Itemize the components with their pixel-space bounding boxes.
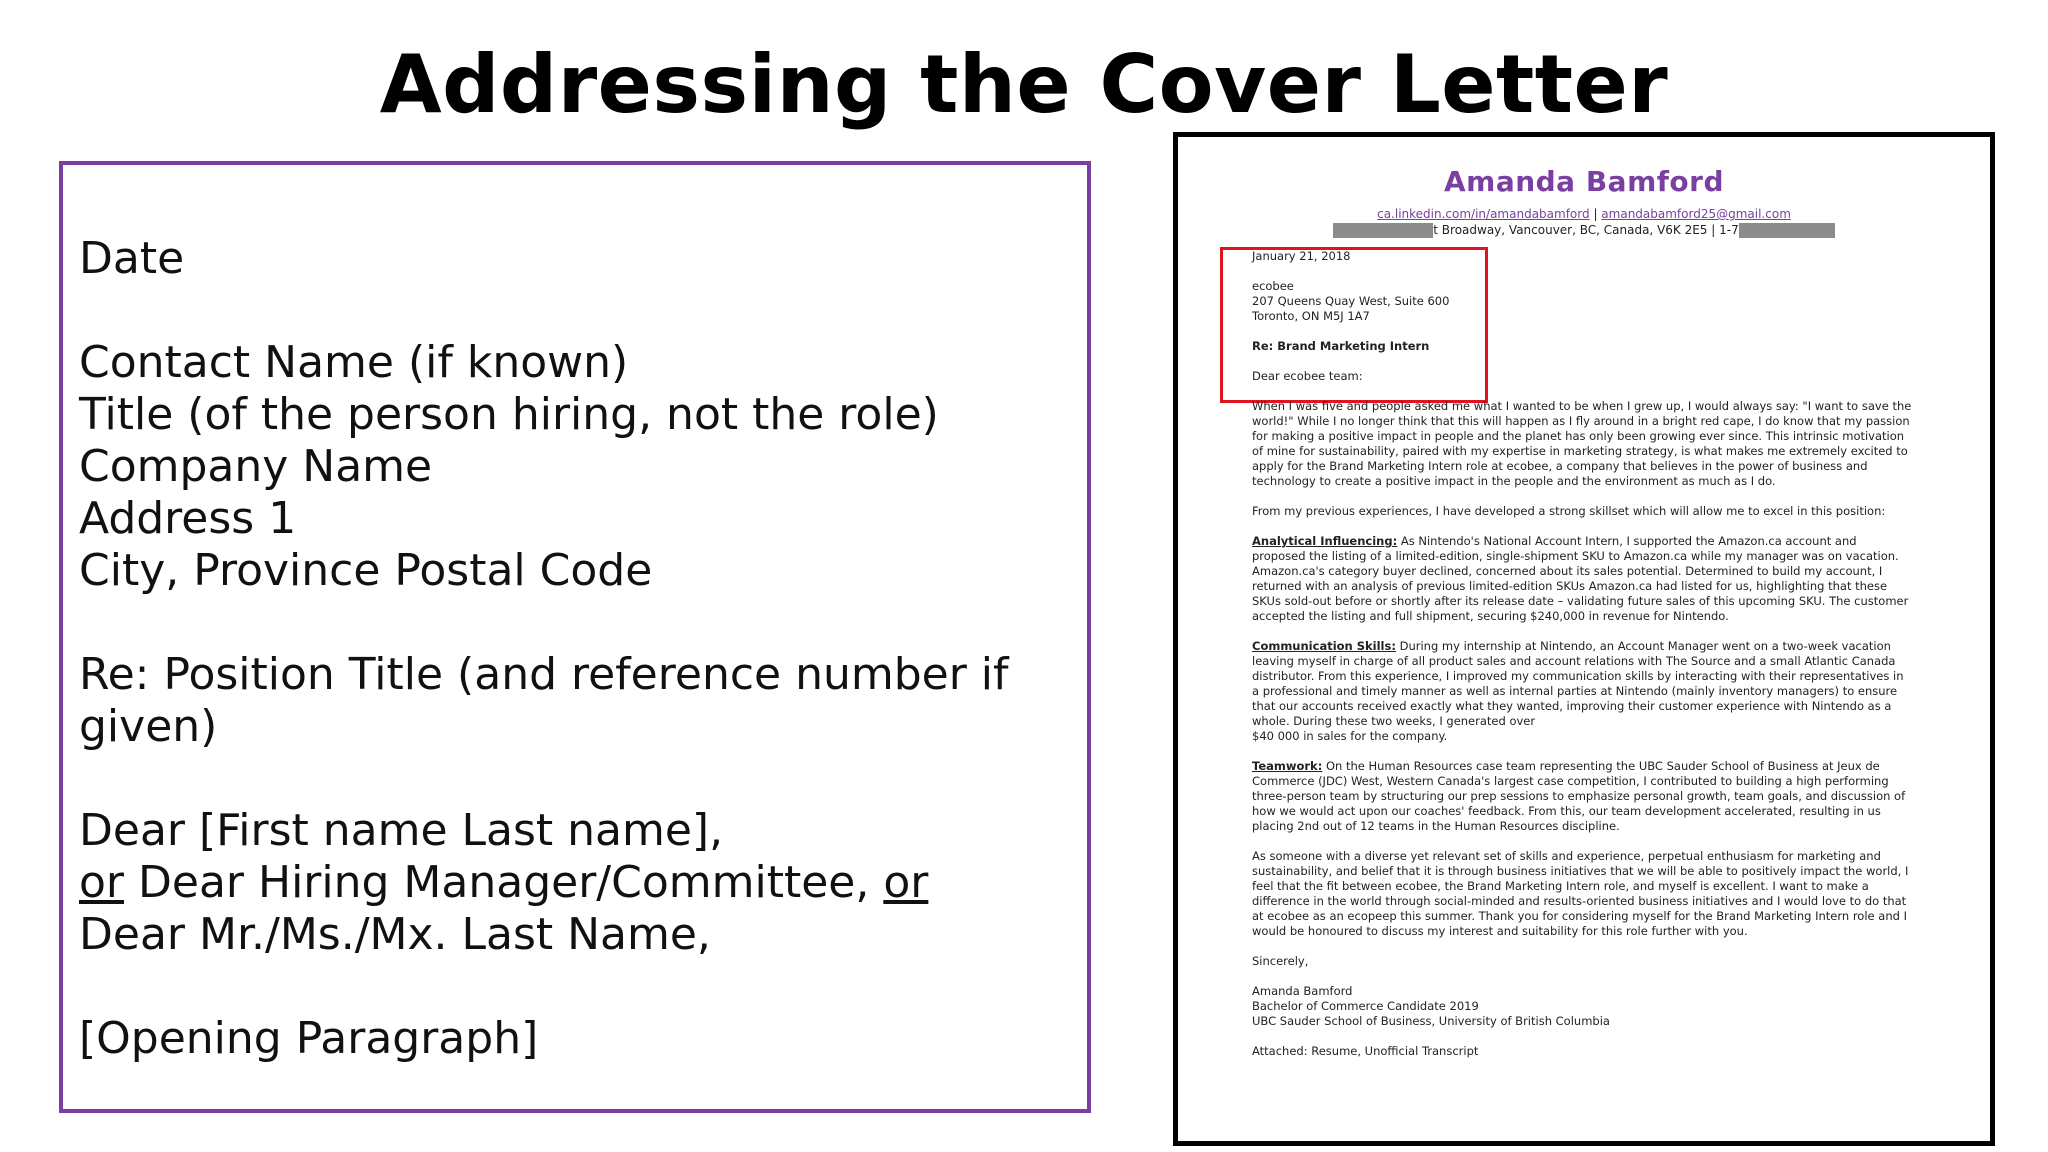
sample-re-line: Re: Brand Marketing Intern: [1252, 339, 1430, 353]
redaction-block: [1739, 223, 1835, 238]
sample-date: January 21, 2018: [1252, 249, 1351, 263]
or-word: or: [79, 857, 125, 908]
cover-letter-template-box: [59, 161, 1091, 1113]
sample-text: During my internship at Nintendo, an Account Manager went on a two-week vacation leaving myself in charge of all product sales and account relations with The Source and a small Atlantic Canada distributor. From this experience, I improved my communication skills by interacting with their representatives in a professional and timely manner as well as internal parties at Nintendo (mainly inventory managers) to ensure that our accounts received exactly what they wanted, improving their customer experience with Nintendo as a whole. During these two weeks, I generated over: [1252, 639, 1904, 728]
template-opening-paragraph: [Opening Paragraph]: [79, 1013, 539, 1064]
sample-street: 207 Queens Quay West, Suite 600: [1252, 294, 1450, 308]
sample-text: $40 000 in sales for the company.: [1252, 729, 1448, 743]
spacer: [79, 753, 1087, 805]
template-dear-line: Dear [First name Last name],: [79, 805, 724, 856]
sample-address: t Broadway, Vancouver, BC, Canada, V6K 2E5 | 1-7: [1433, 223, 1739, 237]
sample-signature-school: UBC Sauder School of Business, University of British Columbia: [1252, 1014, 1610, 1028]
sample-heading: Teamwork:: [1252, 759, 1323, 773]
sample-paragraph: From my previous experiences, I have developed a strong skillset which will allow me to excel in this position:: [1252, 504, 1886, 518]
spacer: [79, 961, 1087, 1013]
sample-attachments: Attached: Resume, Unofficial Transcript: [1252, 1044, 1479, 1058]
template-re-line: Re: Position Title (and reference number if given): [79, 649, 1009, 752]
email-link[interactable]: amandabamford25@gmail.com: [1601, 207, 1791, 221]
sample-closing: Sincerely,: [1252, 954, 1309, 968]
or-word: or: [883, 857, 929, 908]
sample-text: On the Human Resources case team representing the UBC Sauder School of Business at Jeux de Commerce (JDC) West, Western Canada's largest case competition, I contributed to building a high performing three-person team by structuring our prep sessions to emphasize personal growth, team goals, and discussion of how we would act upon our coaches' feedback. From this, our team development accelerated, resulting in us placing 2nd out of 12 teams in the Human Resources discipline.: [1252, 759, 1906, 833]
alt-formal-name: Dear Mr./Ms./Mx. Last Name,: [79, 909, 711, 960]
sample-signature-degree: Bachelor of Commerce Candidate 2019: [1252, 999, 1479, 1013]
sample-contact-links: [1178, 206, 1990, 222]
sample-name: Amanda Bamford: [1443, 165, 1725, 198]
sample-heading: Communication Skills:: [1252, 639, 1396, 653]
sample-paragraph: As someone with a diverse yet relevant set of skills and experience, perpetual enthusiasm for marketing and sustainability, and belief that it is through business initiatives that we will be able to positively impact the world, I feel that the fit between ecobee, the Brand Marketing Intern role, and myself is excellent. I want to make a difference in the world through social-minded and results-oriented business initiatives and I would love to do that at ecobee as an ecopeep this summer. Thank you for considering myself for the Brand Marketing Intern role and I would be honoured to discuss my interest and suitability for this role further with you.: [1252, 849, 1909, 938]
template-title: Title (of the person hiring, not the role): [79, 389, 939, 440]
sample-paragraph: When I was five and people asked me what I wanted to be when I grew up, I would always say: "I want to save the world!" While I no longer think that this will happen as I fly around in a bright red cape, I do know that my passion for making a positive impact in people and the planet has only been growing ever since. This intrinsic motivation of mine for sustainability, paired with my expertise in marketing strategy, is what makes me extremely excited to apply for the Brand Marketing Intern role at ecobee, a company that believes in the power of business and technology to create a positive impact in the people and the environment as much as I do.: [1252, 399, 1912, 488]
sample-letter-body: [1252, 249, 1912, 1074]
spacer: [79, 597, 1087, 649]
template-date: Date: [79, 233, 185, 284]
template-salutation-alternatives: [79, 857, 1039, 961]
sample-contact-address: [1178, 222, 1990, 238]
template-contact-name: Contact Name (if known): [79, 337, 629, 388]
alt-hiring-manager: Dear Hiring Manager/Committee,: [124, 857, 884, 908]
sample-salutation: Dear ecobee team:: [1252, 369, 1363, 383]
linkedin-link[interactable]: ca.linkedin.com/in/amandabamford: [1377, 207, 1590, 221]
template-city: City, Province Postal Code: [79, 545, 653, 596]
template-company: Company Name: [79, 441, 433, 492]
spacer: [79, 285, 1087, 337]
sample-company: ecobee: [1252, 279, 1294, 293]
sample-city: Toronto, ON M5J 1A7: [1252, 309, 1370, 323]
sample-letter-frame: [1173, 132, 1995, 1146]
sample-signature-name: Amanda Bamford: [1252, 984, 1353, 998]
sample-paragraph: [1252, 534, 1912, 624]
redaction-block: [1333, 223, 1433, 238]
sample-heading: Analytical Influencing:: [1252, 534, 1398, 548]
template-address: Address 1: [79, 493, 297, 544]
separator: |: [1589, 207, 1602, 221]
sample-text: As Nintendo's National Account Intern, I supported the Amazon.ca account and proposed the listing of a limited-edition, single-shipment SKU to Amazon.ca while my manager was on vacation. Amazon.ca's category buyer declined, concerned about its sales potential. Determined to build my account, I returned with an analysis of previous limited-edition SKUs Amazon.ca had listed for us, highlighting that these SKUs sold-out before or shortly after its release date – validating future sales of this upcoming SKU. The customer accepted the listing and full shipment, securing $240,000 in revenue for Nintendo.: [1252, 534, 1909, 623]
sample-paragraph: [1252, 759, 1912, 834]
sample-paragraph: [1252, 639, 1912, 729]
slide-title: Addressing the Cover Letter: [379, 38, 1669, 131]
